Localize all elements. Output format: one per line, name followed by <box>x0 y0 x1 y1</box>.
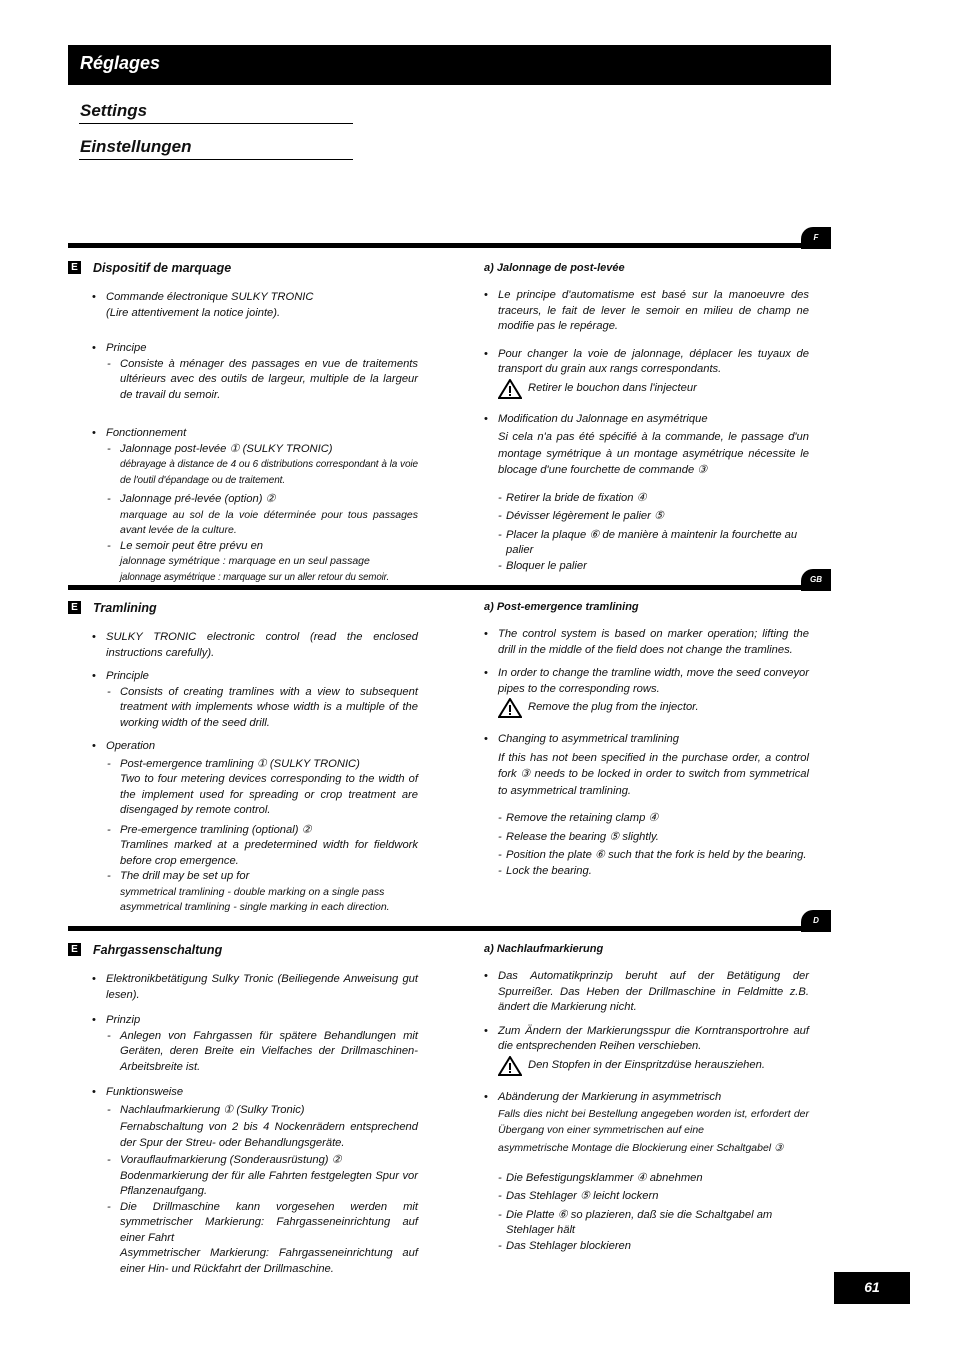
dash-text: Tramlines marked at a predetermined width for fieldwork before crop emergence. <box>120 839 418 867</box>
gb-right-column <box>484 599 809 879</box>
dash-item: - Die Drillmaschine kann vorgesehen werden mit symmetrischer Markierung: Fahrgasseneinrichtung auf einer Fahrt <box>68 1200 418 1247</box>
bullet: • Funktionsweise <box>68 1085 418 1101</box>
bullet: • Prinzip <box>68 1013 418 1029</box>
gb-left-column <box>68 600 418 916</box>
paragraph: Falls dies nicht bei Bestellung angegeben worden ist, erfordert der Übergang von einer symmetrischen auf eine <box>498 1108 809 1136</box>
dash-item: - Le semoir peut être prévu en <box>68 539 418 555</box>
paragraph: Si cela n'a pas été spécifié à la commande, le passage d'un montage symétrique à un montage asymétrique nécessite le blocage d'une fourchette de commande ③ <box>498 431 809 476</box>
subtitle-settings: Settings <box>80 101 148 120</box>
dash-item: - The drill may be set up for <box>68 869 418 885</box>
section-rule <box>68 243 831 248</box>
bullet: • Commande électronique SULKY TRONIC (Lire attentivement la notice jointe). <box>68 290 418 321</box>
bullet: • Changing to asymmetrical tramlining <box>484 732 809 748</box>
step: - Die Platte ⑥ so plazieren, daß sie die Schaltgabel am Stehlager hält <box>484 1208 809 1239</box>
bullet: • Fonctionnement <box>68 426 418 442</box>
step: - Retirer la bride de fixation ④ <box>484 491 809 507</box>
section-marker: E <box>68 943 81 956</box>
page-title: Réglages <box>80 53 161 73</box>
section-marker: E <box>68 601 81 614</box>
dash-text: Two to four metering devices corresponding to the width of the implement used for spreading or crop treatment are disengaged by remote control. <box>120 773 418 816</box>
section-heading: E Dispositif de marquage <box>68 260 418 276</box>
subheading: a) Nachlaufmarkierung <box>484 943 604 955</box>
dash-item: - Consiste à ménager des passages en vue de traitements ultérieurs avec des outils de largeur, multiple de la largeur de travail du semoir. <box>68 357 418 404</box>
bullet: • SULKY TRONIC electronic control (read the enclosed instructions carefully). <box>68 630 418 661</box>
warning-icon <box>498 1056 522 1076</box>
dash-text: asymmetrical tramlining - single marking in each direction. <box>120 901 390 913</box>
step: - Release the bearing ⑤ slightly. <box>484 830 809 846</box>
fr-right-column <box>484 260 809 574</box>
bullet: • Das Automatikprinzip beruht auf der Betätigung der Spurreißer. Das Heben der Drillmaschine in Feldmitte z.B. ändert die Markierung nicht. <box>484 969 809 1016</box>
dash-text: débrayage à distance de 4 ou 6 distributions correspondant à la voie de l'outil d'épandage ou de traitement. <box>120 459 418 486</box>
dash-text: marquage au sol de la voie déterminée pour tous passages avant levée de la culture. <box>120 508 418 536</box>
dash-item: - Anlegen von Fahrgassen für spätere Behandlungen mit Geräten, deren Breite ein Vielfaches der Drillmaschinen-Arbeitsbreite ist. <box>68 1029 418 1076</box>
subtitle-underline <box>79 123 353 124</box>
step: - Das Stehlager blockieren <box>484 1239 809 1255</box>
dash-item: - Pre-emergence tramlining (optional) ② <box>68 823 418 839</box>
de-right-column <box>484 941 809 1254</box>
dash-text: symmetrical tramlining - double marking on a single pass <box>120 885 385 898</box>
step: - Placer la plaque ⑥ de manière à maintenir la fourchette au palier <box>484 528 809 559</box>
paragraph: If this has not been specified in the purchase order, a control fork ③ needs to be locked in order to switch from symmetrical to asymmetrical tramlining. <box>498 751 809 797</box>
dash-text: jalonnage asymétrique : marquage sur un aller retour du semoir. <box>120 571 390 583</box>
bullet: • Principe <box>68 341 418 357</box>
bullet: • Le principe d'automatisme est basé sur la manoeuvre des traceurs, le fait de lever le semoir en milieu de champ ne modifie pas le repérage. <box>484 288 809 335</box>
dash-item: - Jalonnage post-levée ① (SULKY TRONIC) <box>68 442 418 458</box>
dash-text: Fernabschaltung von 2 bis 4 Nockenrädern entsprechend der Spur der Streu- oder Behandlungsgeräte. <box>120 1121 418 1149</box>
subtitle-underline <box>79 159 353 160</box>
step: - Das Stehlager ⑤ leicht lockern <box>484 1189 809 1205</box>
dash-item: - Nachlaufmarkierung ① (Sulky Tronic) <box>68 1103 418 1119</box>
warning-note: Remove the plug from the injector. <box>484 700 809 718</box>
bullet: • Zum Ändern der Markierungsspur die Korntransportrohre auf die entsprechenden Reihen verschieben. <box>484 1024 809 1055</box>
subtitle-einstellungen: Einstellungen <box>80 137 192 156</box>
section-heading: E Fahrgassenschaltung <box>68 942 418 958</box>
step: - Position the plate ⑥ such that the fork is held by the bearing. <box>484 848 809 864</box>
bullet: • Pour changer la voie de jalonnage, déplacer les tuyaux de transport du grain aux rangs correspondants. <box>484 347 809 378</box>
bullet: • Principle <box>68 669 418 685</box>
lang-tab-gb: GB <box>801 569 831 591</box>
step: - Bloquer le palier <box>484 559 809 575</box>
dash-text: Bodenmarkierung der für alle Fahrten festgelegten Spur vor Pflanzenaufgang. <box>120 1169 418 1197</box>
lang-tab-f: F <box>801 227 831 249</box>
subheading: a) Post-emergence tramlining <box>484 601 639 613</box>
dash-text: Asymmetrischer Markierung: Fahrgasseneinrichtung auf einer Hin- und Rückfahrt der Drillmaschine. <box>120 1247 418 1275</box>
bullet: • The control system is based on marker operation; lifting the drill in the middle of the field does not change the tramlines. <box>484 627 809 658</box>
page-number: 61 <box>834 1272 910 1304</box>
dash-item: - Vorauflaufmarkierung (Sonderausrüstung) ② <box>68 1153 418 1169</box>
dash-text: jalonnage symétrique : marquage en un seul passage <box>120 555 370 567</box>
bullet: • Abänderung der Markierung in asymmetrisch <box>484 1090 809 1106</box>
step: - Lock the bearing. <box>484 864 809 880</box>
de-left-column <box>68 942 418 1277</box>
dash-item: - Post-emergence tramlining ① (SULKY TRONIC) <box>68 757 418 773</box>
lang-tab-d: D <box>801 910 831 932</box>
fr-left-column <box>68 260 418 585</box>
bullet: • Modification du Jalonnage en asymétrique <box>484 412 809 428</box>
section-heading: E Tramlining <box>68 600 418 616</box>
subheading: a) Jalonnage de post-levée <box>484 262 625 274</box>
step: - Dévisser légèrement le palier ⑤ <box>484 509 809 525</box>
header-bar <box>68 45 831 85</box>
warning-icon <box>498 379 522 399</box>
dash-item: - Jalonnage pré-levée (option) ② <box>68 492 418 508</box>
bullet: • Elektronikbetätigung Sulky Tronic (Beiliegende Anweisung gut lesen). <box>68 972 418 1003</box>
warning-note: Den Stopfen in der Einspritzdüse herausziehen. <box>484 1058 809 1076</box>
section-rule <box>68 926 831 931</box>
warning-note: Retirer le bouchon dans l'injecteur <box>484 381 809 399</box>
step: - Die Befestigungsklammer ④ abnehmen <box>484 1171 809 1187</box>
bullet: • In order to change the tramline width, move the seed conveyor pipes to the corresponding rows. <box>484 666 809 697</box>
dash-item: - Consists of creating tramlines with a view to subsequent treatment with implements whose width is a multiple of the working width of the seed drill. <box>68 685 418 732</box>
bullet: • Operation <box>68 739 418 755</box>
step: - Remove the retaining clamp ④ <box>484 811 809 827</box>
paragraph: asymmetrische Montage die Blockierung einer Schaltgabel ③ <box>498 1142 784 1154</box>
section-rule <box>68 585 831 590</box>
section-marker: E <box>68 261 81 274</box>
warning-icon <box>498 698 522 718</box>
